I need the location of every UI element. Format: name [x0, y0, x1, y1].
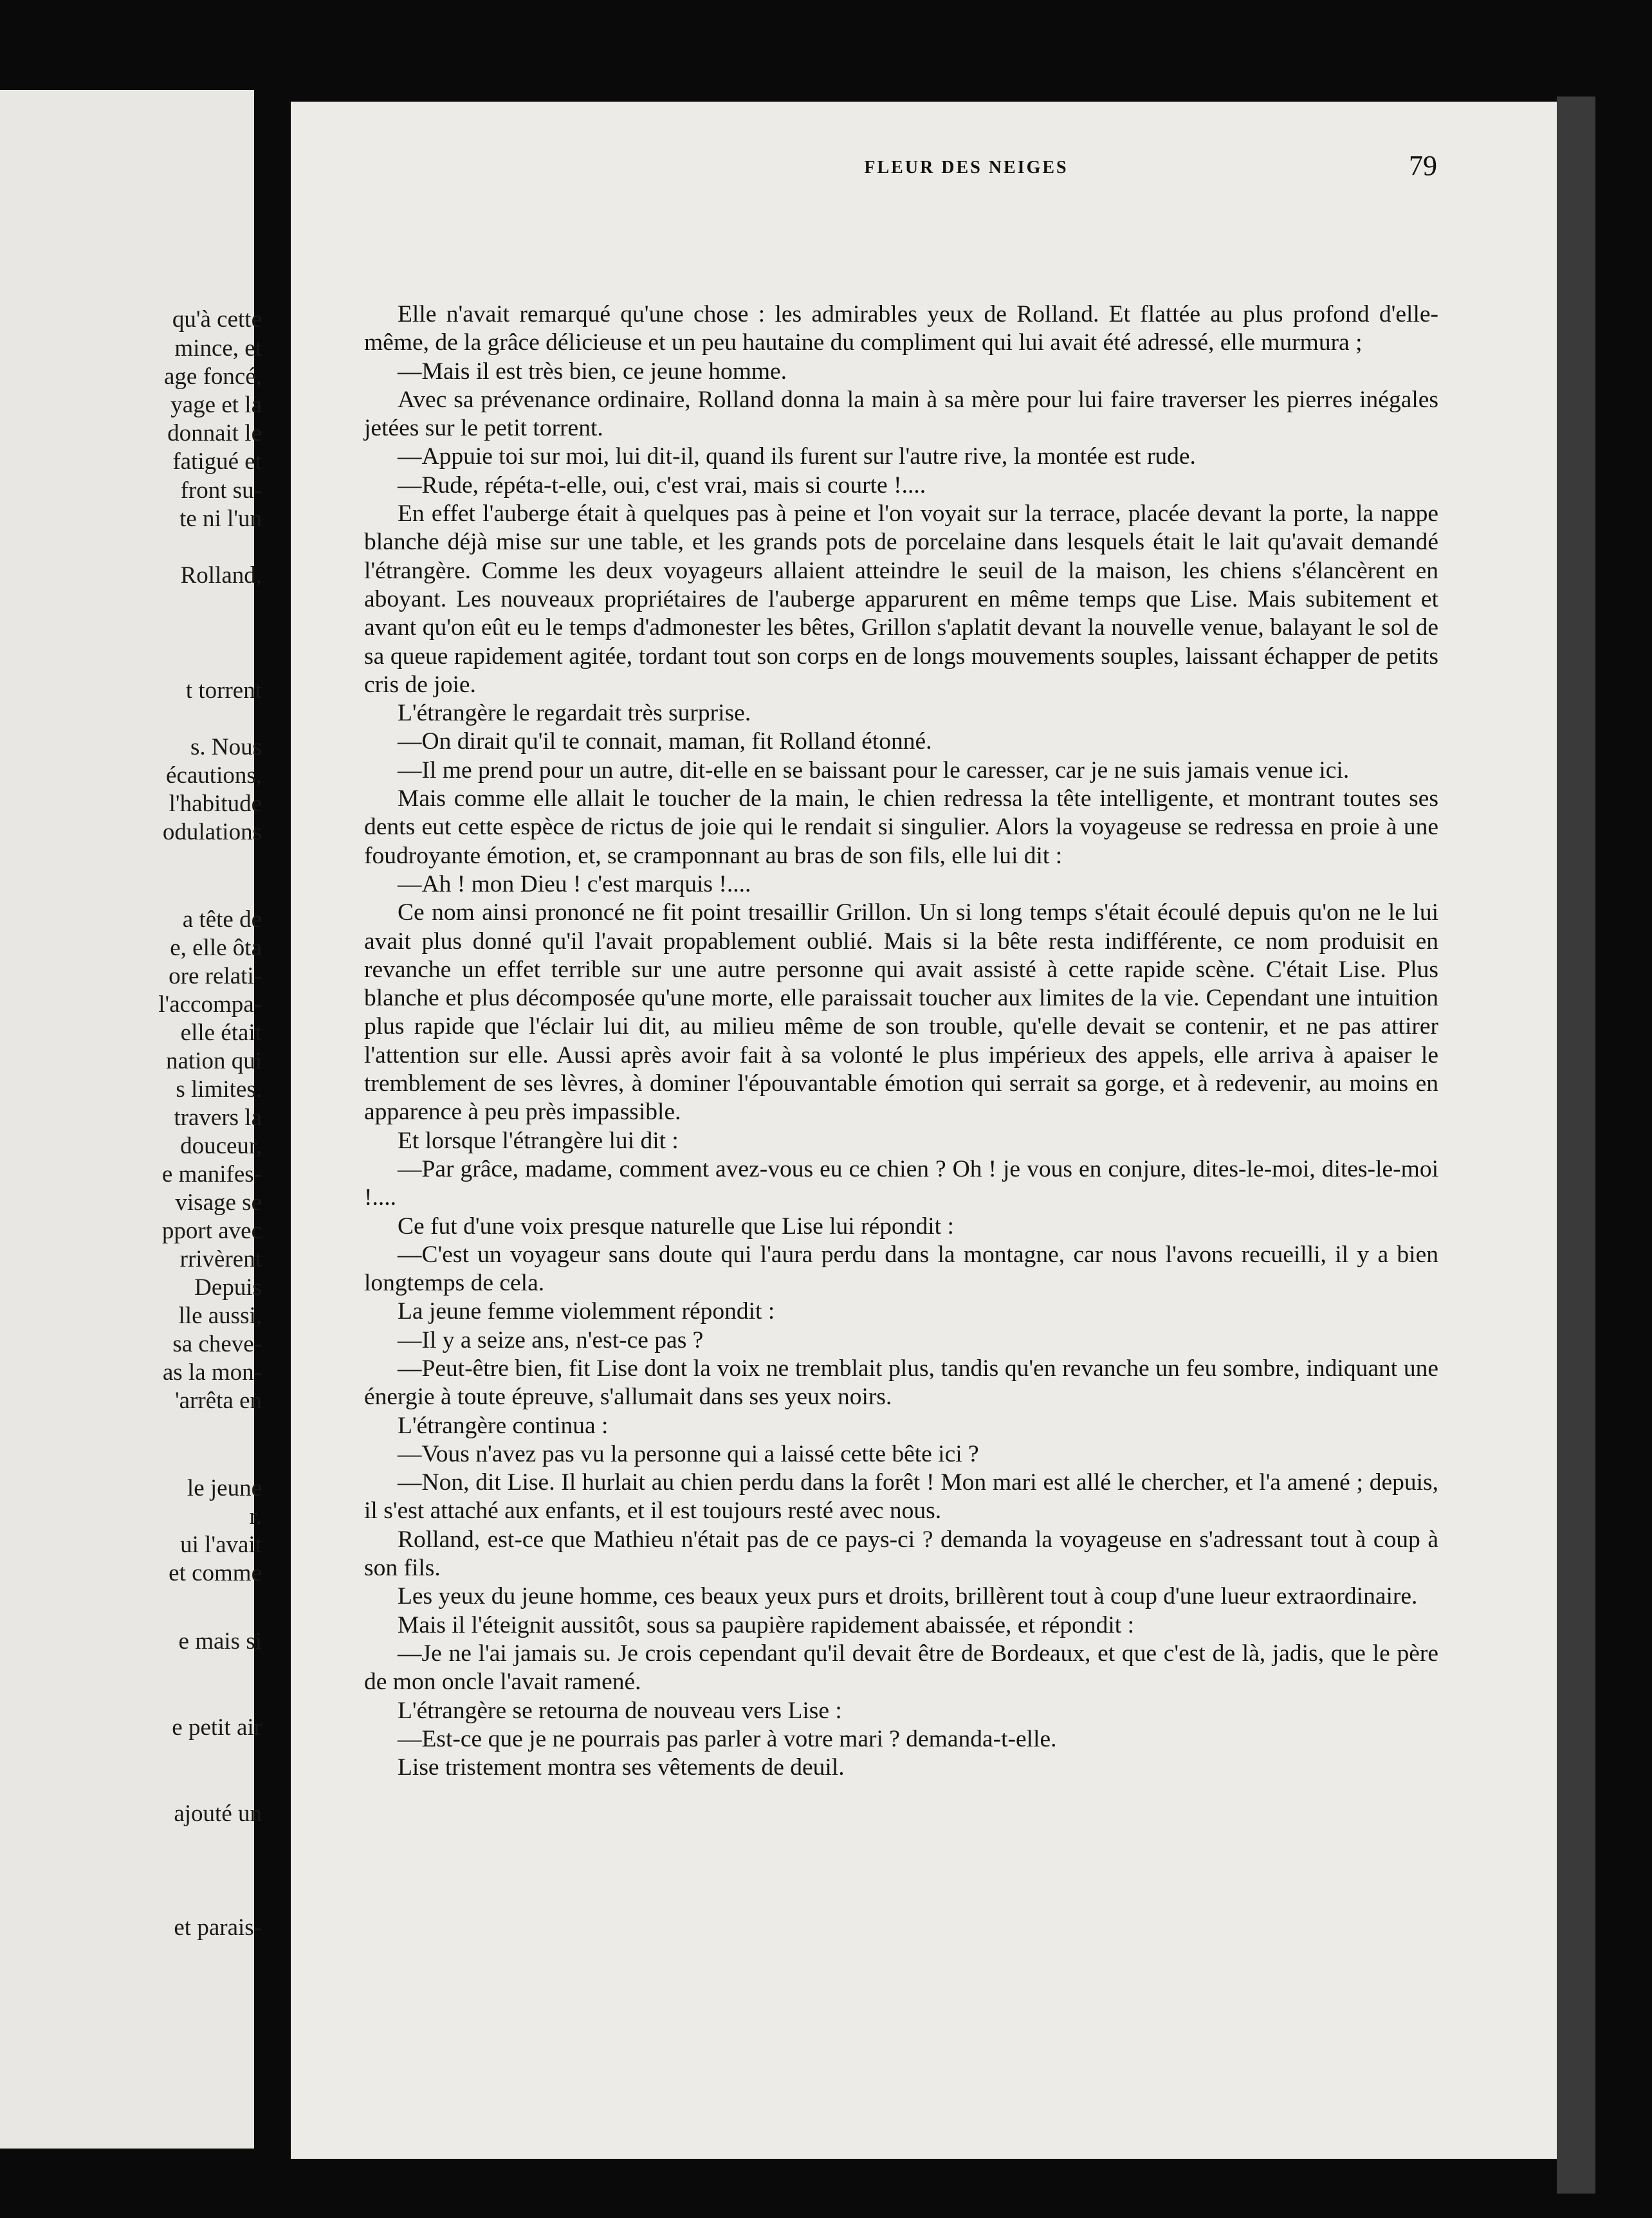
previous-page-line: le jeune [187, 1475, 262, 1501]
previous-page-line: douceur, [180, 1133, 262, 1159]
paragraph: L'étrangère continua : [398, 1412, 609, 1439]
paragraph: —C'est un voyageur sans doute qui l'aura perdu dans la montagne, car nous l'avons recueilli, il y a bien longtemps de cela. [364, 1241, 1438, 1297]
previous-page-line: yage et la [170, 392, 262, 418]
previous-page-line: te ni l'un [179, 506, 262, 532]
previous-page-line: front su- [180, 477, 262, 504]
previous-page-line: e petit air [172, 1714, 262, 1741]
paragraph: —Il y a seize ans, n'est-ce pas ? [398, 1326, 704, 1353]
page-body-text [364, 300, 1438, 1782]
paragraph: —Mais il est très bien, ce jeune homme. [398, 358, 787, 385]
paragraph: —Appuie toi sur moi, lui dit-il, quand ils furent sur l'autre rive, la montée est rude. [398, 443, 1196, 470]
page-edge-shadow [1557, 96, 1595, 2194]
previous-page-line: l'habitude [169, 791, 262, 817]
previous-page-line: visage se [175, 1189, 262, 1216]
previous-page-line: elle était [180, 1020, 262, 1046]
paragraph: L'étrangère se retourna de nouveau vers Lise : [398, 1697, 842, 1724]
previous-page-line: r. [249, 1503, 262, 1530]
previous-page-line: fatigué et [172, 448, 262, 475]
paragraph: Ce fut d'une voix presque naturelle que Lise lui répondit : [398, 1213, 954, 1240]
previous-page-line: Rolland, [180, 562, 262, 589]
previous-page-line: l'accompa- [158, 991, 262, 1018]
previous-page-line: qu'à cette [172, 306, 262, 333]
previous-page-line: lle aussi, [178, 1303, 262, 1329]
paragraph: Rolland, est-ce que Mathieu n'était pas de ce pays-ci ? demanda la voyageuse en s'adressant tout à coup à son fils. [364, 1526, 1438, 1582]
previous-page-line: ore relati- [169, 963, 262, 989]
paragraph: —Peut-être bien, fit Lise dont la voix ne tremblait plus, tandis qu'en revanche un feu sombre, indiquant une énergie à toute épreuve, s'allumait dans ses yeux noirs. [364, 1355, 1438, 1411]
previous-page-line: 'arrêta en [174, 1388, 262, 1414]
paragraph: Lise tristement montra ses vêtements de deuil. [398, 1754, 845, 1781]
page-number: 79 [1409, 150, 1437, 181]
previous-page-line: a tête de [182, 906, 262, 933]
previous-page-line: t torrent [185, 677, 262, 704]
previous-page-line: odulations [162, 819, 262, 845]
paragraph: —Est-ce que je ne pourrais pas parler à votre mari ? demanda-t-elle. [398, 1725, 1057, 1752]
previous-page-line: e, elle ôta [170, 935, 262, 961]
paragraph: —On dirait qu'il te connait, maman, fit Rolland étonné. [398, 728, 932, 755]
paragraph: —Non, dit Lise. Il hurlait au chien perdu dans la forêt ! Mon mari est allé le chercher, et l'a amené ; depuis, il s'est attaché aux enfants, et il est toujours resté avec nous. [364, 1469, 1438, 1525]
previous-page-line: e mais si [178, 1628, 262, 1654]
previous-page-line: sa cheve- [172, 1331, 262, 1357]
previous-page-fragment [0, 90, 262, 2149]
paragraph: Elle n'avait remarqué qu'une chose : les admirables yeux de Rolland. Et flattée au plus profond d'elle-même, de la grâce délicieuse et un peu hautaine du compliment qui lui avait été adressé, elle murmura ; [364, 301, 1438, 356]
running-head: FLEUR DES NEIGES [864, 158, 1069, 178]
previous-page-line: donnait le [167, 420, 262, 446]
paragraph: La jeune femme violemment répondit : [398, 1298, 775, 1325]
paragraph: —Ah ! mon Dieu ! c'est marquis !.... [398, 870, 751, 897]
paragraph: Les yeux du jeune homme, ces beaux yeux purs et droits, brillèrent tout à coup d'une lueur extraordinaire. [398, 1583, 1418, 1610]
previous-page-line: e manifes- [161, 1161, 262, 1187]
previous-page-line: Depuis [194, 1274, 262, 1301]
paragraph: —Il me prend pour un autre, dit-elle en se baissant pour le caresser, car je ne suis jamais venue ici. [398, 756, 1350, 784]
paragraph: Ce nom ainsi prononcé ne fit point tresaillir Grillon. Un si long temps s'était écoulé depuis qu'on ne le lui avait plus donné qu'il l'avait propablement oublié. Mais si la bête resta indifférente, ce nom produisit en revanche un effet terrible sur une autre personne qui avait assisté à cette rapide scène. C'était Lise. Plus blanche et plus décomposée qu'une morte, elle paraissait toucher aux limites de la vie. Cependant une intuition plus rapide que l'éclair lui dit, au milieu même de son trouble, qu'elle devait se contenir, et ne pas attirer l'attention sur elle. Aussi après avoir fait à sa volonté le plus impérieux des appels, elle arriva à apaiser le tremblement de ses lèvres, à dominer l'épouvantable émotion qui serrait sa gorge, et à redevenir, au moins en apparence à peu près impassible. [364, 899, 1438, 1126]
previous-page-line: rrivèrent [179, 1246, 262, 1272]
paragraph: —Vous n'avez pas vu la personne qui a laissé cette bête ici ? [398, 1440, 979, 1467]
paragraph: —Je ne l'ai jamais su. Je crois cependant qu'il devait être de Bordeaux, et que c'est de là, jadis, que le père de mon oncle l'avait ramené. [364, 1640, 1438, 1696]
paragraph: Mais comme elle allait le toucher de la main, le chien redressa la tête intelligente, et montrant toutes ses dents eut cette espèce de rictus de joie qui le rendait si singulier. Alors la voyageuse se redressa en proie à une foudroyante émotion, et, se cramponnant au bras de son fils, elle lui dit : [364, 785, 1438, 869]
paragraph: En effet l'auberge était à quelques pas à peine et l'on voyait sur la terrace, placée devant la porte, la nappe blanche déjà mise sur une table, et les grands pots de porcelaine dans lesquels était le lait qu'avait demandé l'étrangère. Comme les deux voyageurs allaient atteindre le seuil de la maison, les chiens s'élancèrent en aboyant. Les nouveaux propriétaires de l'auberge apparurent en même temps que Lise. Mais subitement et avant qu'on eût eu le temps d'admonester les bêtes, Grillon s'aplatit devant la nouvelle venue, balayant le sol de sa queue rapidement agitée, tordant tout son corps en de longs mouvements souples, laissant échapper de petits cris de joie. [364, 500, 1438, 698]
previous-page-line: nation qui [165, 1048, 262, 1074]
previous-page-line: mince, et [174, 335, 262, 362]
previous-page-line: ui l'avait [180, 1532, 262, 1558]
paragraph: Avec sa prévenance ordinaire, Rolland donna la main à sa mère pour lui faire traverser les pierres inégales jetées sur le petit torrent. [364, 386, 1438, 442]
previous-page-line: et comme [169, 1560, 262, 1586]
previous-page-line: travers la [174, 1104, 262, 1131]
previous-page-line: pport avec [161, 1218, 262, 1244]
paragraph: —Par grâce, madame, comment avez-vous eu ce chien ? Oh ! je vous en conjure, dites-le-moi, dites-le-moi !.... [364, 1155, 1438, 1211]
previous-page-line: s. Nous [190, 734, 262, 760]
paragraph: Mais il l'éteignit aussitôt, sous sa paupière rapidement abaissée, et répondit : [398, 1611, 1135, 1638]
previous-page-line: s limites. [176, 1076, 262, 1103]
previous-page-line: age foncé, [163, 363, 262, 390]
paragraph: Et lorsque l'étrangère lui dit : [398, 1127, 679, 1154]
previous-page-line: as la mon- [162, 1359, 262, 1386]
previous-page-line: et parais- [174, 1914, 262, 1941]
previous-page-line: écautions, [166, 762, 262, 789]
paragraph: —Rude, répéta-t-elle, oui, c'est vrai, mais si courte !.... [398, 472, 926, 499]
previous-page-line: ajouté un [174, 1801, 262, 1827]
paragraph: L'étrangère le regardait très surprise. [398, 700, 751, 727]
